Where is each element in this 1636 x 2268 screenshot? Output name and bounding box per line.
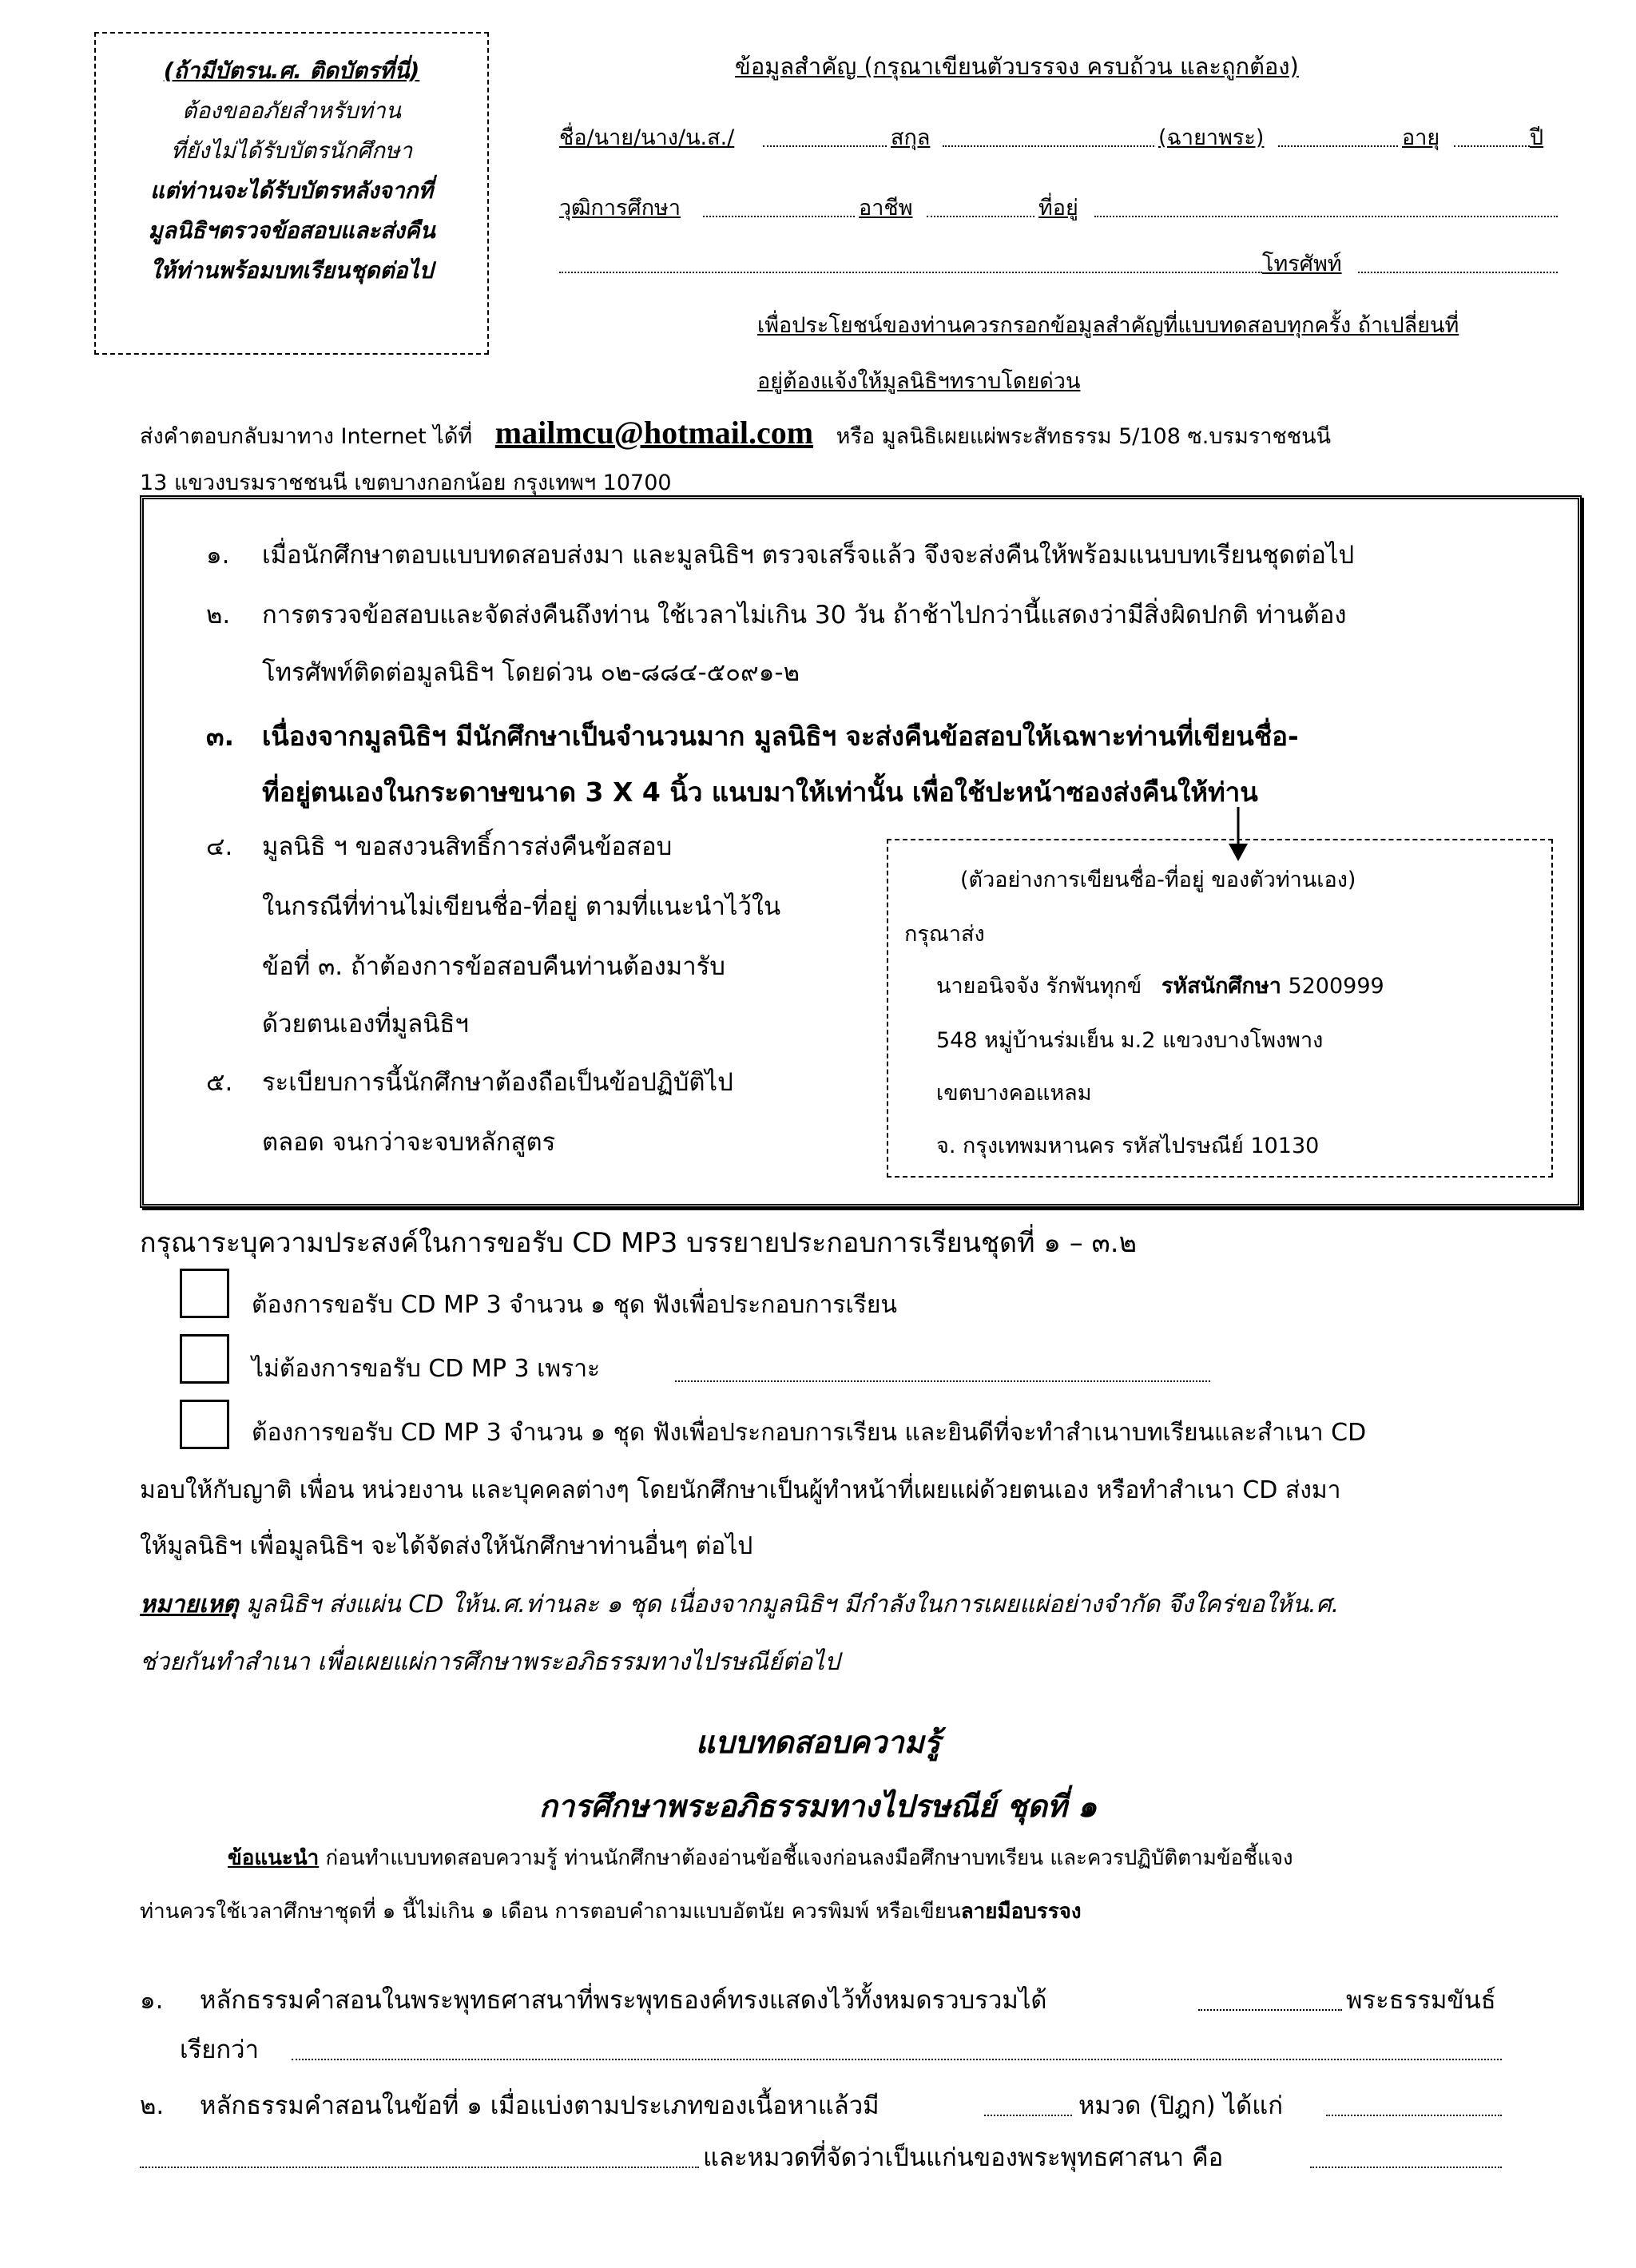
student-card-box [94, 32, 489, 355]
benefit-note-line1: เพื่อประโยชน์ของท่านควรกรอกข้อมูลสำคัญที่แบบทดสอบทุกครั้ง ถ้าเปลี่ยนที่ [757, 313, 1459, 338]
exam-subtitle: การศึกษาพระอภิธรรมทางไปรษณีย์ ชุดที่ ๑ [538, 1789, 1098, 1824]
advice-bold: ลายมือบรรจง [960, 1900, 1082, 1924]
cd-option3-cont: ให้มูลนิธิฯ เพื่อมูลนิธิฯ จะได้จัดส่งให้นักศึกษาท่านอื่นๆ ต่อไป [140, 1532, 753, 1560]
cd-request-heading: กรุณาระบุความประสงค์ในการขอรับ CD MP3 บรรยายประกอบการเรียนชุดที่ ๑ – ๓.๒ [140, 1227, 1137, 1259]
education-field[interactable] [703, 216, 855, 217]
surname-label: สกุล [891, 125, 931, 150]
cd-option1-checkbox[interactable] [180, 1269, 229, 1318]
exam-advice-line2: ท่านควรใช้เวลาศึกษาชุดที่ ๑ นี้ไม่เกิน ๑ เดือน การตอบคำถามแบบอัตนัย ควรพิมพ์ หรือเขียนลายมือบรรจง [140, 1900, 1082, 1924]
address-send-to: กรุณาส่ง [904, 922, 985, 947]
cd-note-line2: ช่วยกันทำสำเนา เพื่อเผยแผ่การศึกษาพระอภิธรรมทางไปรษณีย์ต่อไป [140, 1648, 840, 1676]
cd-option3-label: ต้องการขอรับ CD MP 3 จำนวน ๑ ชุด ฟังเพื่อประกอบการเรียน และยินดีที่จะทำสำเนาบทเรียนและสำเนา CD [252, 1419, 1367, 1447]
card-box-line: ต้องขออภัยสำหรับท่าน [182, 97, 401, 124]
contact-line1 [140, 414, 1331, 453]
question-2-number: ๒. [140, 2091, 165, 2120]
question-2-answer-b[interactable] [1326, 2115, 1502, 2116]
question-2-text-c: และหมวดที่จัดว่าเป็นแก่นของพระพุทธศาสนา คือ [703, 2143, 1224, 2172]
contact-line2: 13 แขวงบรมราชชนนี เขตบางกอกน้อย กรุงเทพฯ 10700 [140, 471, 672, 495]
address-name: นายอนิจจัง รักพันทุกข์ [936, 974, 1142, 999]
address-name-line [936, 968, 1384, 1003]
cd-note-line1: หมายเหตุ มูลนิธิฯ ส่งแผ่น CD ให้น.ศ.ท่านละ ๑ ชุด เนื่องจากมูลนิธิฯ มีกำลังในการเผยแผ่อย่างจำกัด จึงใคร่ขอให้น.ศ. [140, 1591, 1340, 1619]
occupation-field[interactable] [927, 216, 1034, 217]
question-2-answer-a[interactable] [984, 2115, 1072, 2116]
address-line3: จ. กรุงเทพมหานคร รหัสไปรษณีย์ 10130 [936, 1134, 1320, 1158]
question-2-answer-c[interactable] [140, 2167, 699, 2168]
rule-4-cont: ด้วยตนเองที่มูลนิธิฯ [262, 1010, 469, 1039]
card-box-line: ที่ยังไม่ได้รับบัตรนักศึกษา [170, 137, 413, 164]
name-field[interactable] [763, 145, 887, 147]
cd-note-label: หมายเหตุ [140, 1591, 239, 1619]
benefit-note-line2: อยู่ต้องแจ้งให้มูลนิธิฯทราบโดยด่วน [757, 369, 1081, 394]
age-field[interactable] [1454, 145, 1530, 147]
address-example-box [887, 839, 1553, 1178]
education-label: วุฒิการศึกษา [559, 196, 681, 220]
question-1-answer-b[interactable] [292, 2059, 1502, 2060]
cd-option3-checkbox[interactable] [180, 1400, 229, 1449]
address-field[interactable] [1094, 216, 1558, 217]
rule-5-cont: ตลอด จนกว่าจะจบหลักสูตร [262, 1128, 556, 1157]
question-1-answer-a[interactable] [1198, 2009, 1342, 2011]
question-1-text-b: พระธรรมขันธ์ [1346, 1986, 1496, 2015]
advice-label: ข้อแนะนำ [228, 1846, 320, 1870]
cd-option3-cont: มอบให้กับญาติ เพื่อน หน่วยงาน และบุคคลต่างๆ โดยนักศึกษาเป็นผู้ทำหน้าที่เผยแผ่ด้วยตนเอง หรือทำสำเนา CD ส่งมา [140, 1476, 1341, 1504]
question-1-number: ๑. [140, 1986, 164, 2015]
surname-field[interactable] [943, 145, 1154, 147]
name-label: ชื่อ/นาย/นาง/น.ส./ [559, 125, 735, 150]
card-box-line: แต่ท่านจะได้รับบัตรหลังจากที่ [150, 177, 433, 204]
address-label: ที่อยู่ [1038, 196, 1078, 220]
rule-3-cont: ที่อยู่ตนเองในกระดาษขนาด 3 X 4 นิ้ว แนบมาให้เท่านั้น เพื่อใช้ปะหน้าซองส่งคืนให้ท่าน [262, 777, 1258, 808]
monk-name-field[interactable] [1278, 145, 1398, 147]
age-label: อายุ [1402, 125, 1440, 150]
question-2-text: หลักธรรมคำสอนในข้อที่ ๑ เมื่อแบ่งตามประเภทของเนื้อหาแล้วมี [200, 2091, 880, 2120]
rule-2-cont: โทรศัพท์ติดต่อมูลนิธิฯ โดยด่วน ๐๒-๘๘๔-๕๐๙๑-๒ [262, 658, 800, 687]
card-box-heading: (ถ้ามีบัตรน.ศ. ติดบัตรที่นี่) [163, 58, 420, 84]
cd-option2-reason-field[interactable] [675, 1380, 1210, 1382]
address-line2: เขตบางคอแหลม [936, 1081, 1092, 1106]
phone-field[interactable] [1358, 272, 1558, 273]
cd-option2-checkbox[interactable] [180, 1334, 229, 1384]
question-1-text: หลักธรรมคำสอนในพระพุทธศาสนาที่พระพุทธองค์ทรงแสดงไว้ทั้งหมดรวบรวมได้ [200, 1986, 1047, 2015]
occupation-label: อาชีพ [859, 196, 913, 220]
question-1-text-c: เรียกว่า [180, 2036, 259, 2064]
address-id-label: รหัสนักศึกษา [1161, 974, 1281, 999]
card-box-line: มูลนิธิฯตรวจข้อสอบและส่งคืน [148, 217, 435, 244]
address-line1: 548 หมู่บ้านร่มเย็น ม.2 แขวงบางโพงพาง [936, 1028, 1324, 1053]
exam-title: แบบทดสอบความรู้ [695, 1725, 941, 1760]
question-2-answer-d[interactable] [1310, 2167, 1502, 2168]
cd-option1-label: ต้องการขอรับ CD MP 3 จำนวน ๑ ชุด ฟังเพื่อประกอบการเรียน [252, 1291, 897, 1319]
contact-suffix: หรือ มูลนิธิเผยแผ่พระสัทธรรม 5/108 ซ.บรมราชชนนี [836, 424, 1332, 449]
important-info-title: ข้อมูลสำคัญ (กรุณาเขียนตัวบรรจง ครบถ้วน และถูกต้อง) [735, 53, 1299, 80]
exam-advice-line1: ข้อแนะนำ ก่อนทำแบบทดสอบความรู้ ท่านนักศึกษาต้องอ่านข้อชี้แจงก่อนลงมือศึกษาบทเรียน และควรปฏิบัติตามข้อชี้แจง [228, 1846, 1293, 1870]
address-field-line2[interactable] [559, 272, 1262, 273]
rule-4-cont: ในกรณีที่ท่านไม่เขียนชื่อ-ที่อยู่ ตามที่แนะนำไว้ใน [262, 892, 781, 921]
contact-email-link[interactable]: mailmcu@hotmail.com [494, 415, 814, 451]
phone-label: โทรศัพท์ [1262, 252, 1342, 276]
address-id-value: 5200999 [1288, 974, 1384, 999]
cd-option2-label: ไม่ต้องการขอรับ CD MP 3 เพราะ [252, 1355, 601, 1383]
year-label: ปี [1530, 125, 1544, 150]
question-2-text-b: หมวด (ปิฎก) ได้แก่ [1078, 2091, 1284, 2120]
card-box-line: ให้ท่านพร้อมบทเรียนชุดต่อไป [149, 257, 434, 284]
rule-4-cont: ข้อที่ ๓. ถ้าต้องการข้อสอบคืนท่านต้องมารับ [262, 952, 725, 981]
monk-name-label: (ฉายาพระ) [1158, 125, 1265, 150]
contact-prefix: ส่งคำตอบกลับมาทาง Internet ได้ที่ [140, 424, 473, 449]
address-example-caption: (ตัวอย่างการเขียนชื่อ-ที่อยู่ ของตัวท่านเอง) [960, 868, 1356, 892]
